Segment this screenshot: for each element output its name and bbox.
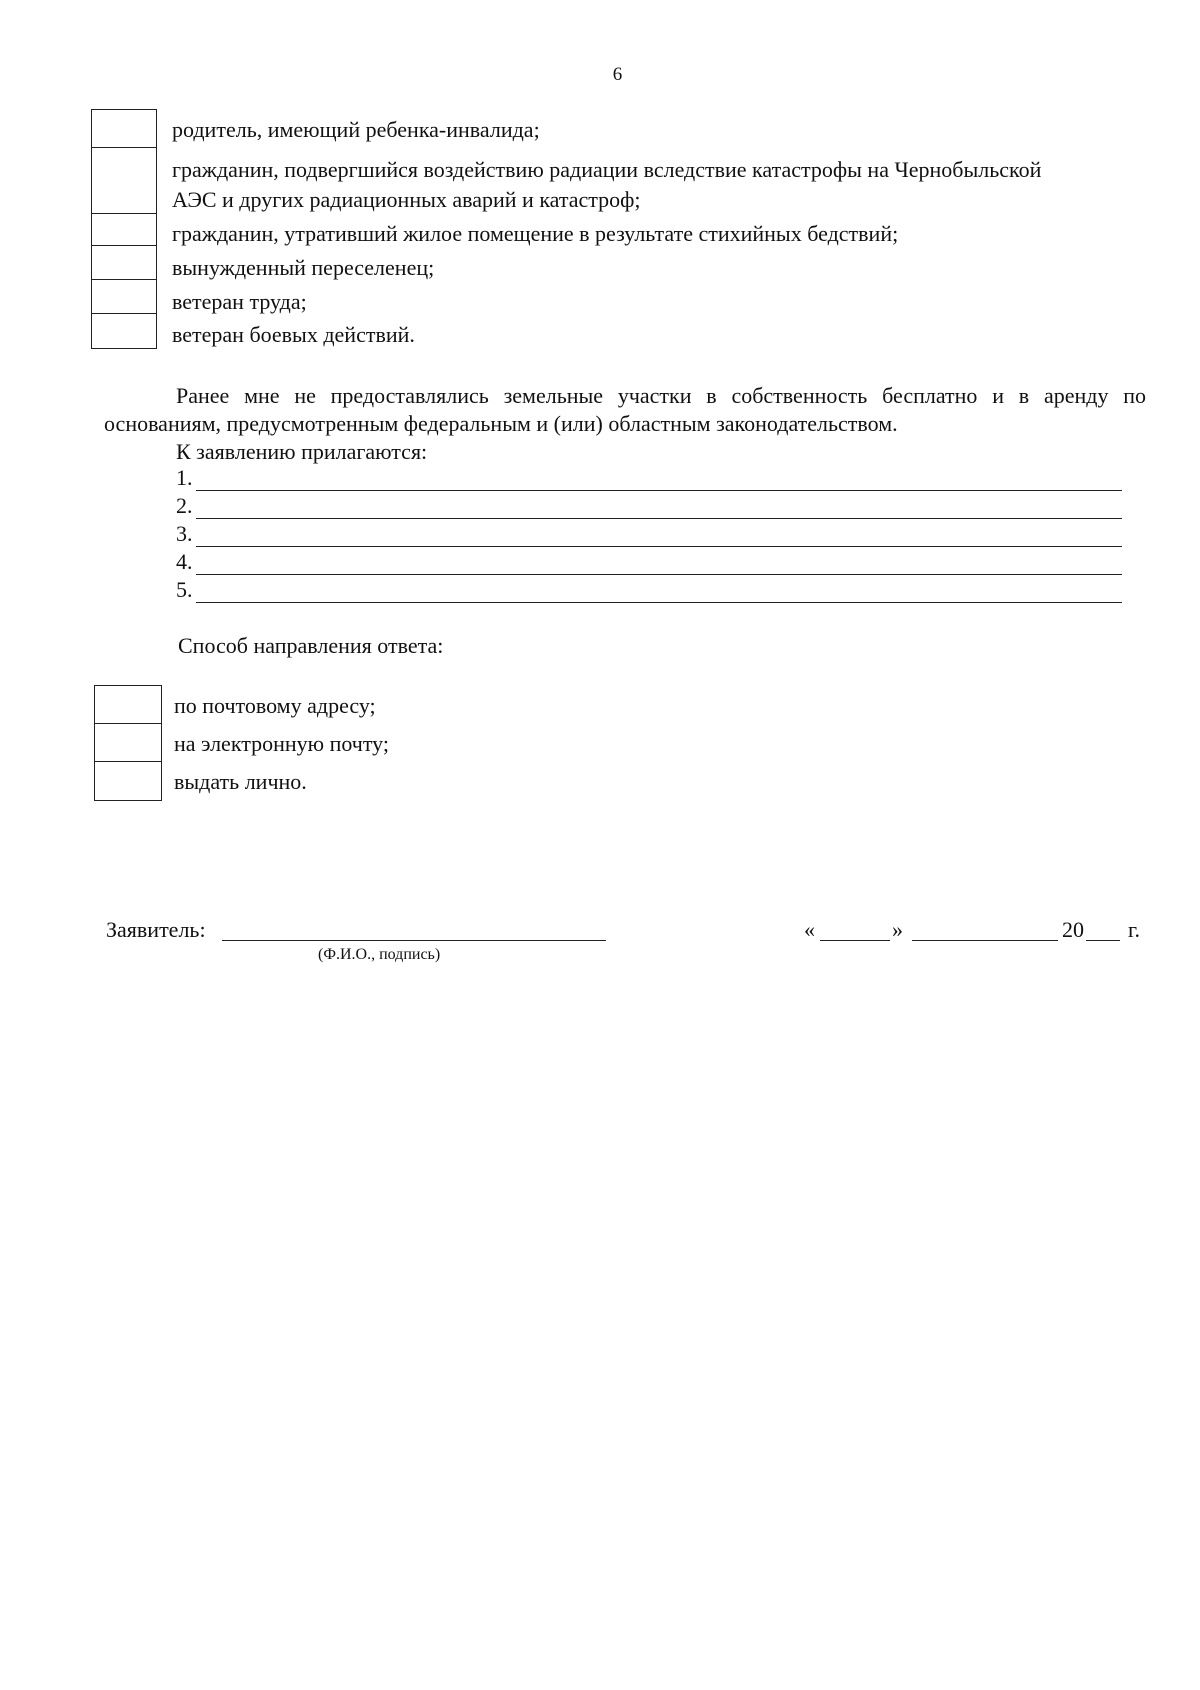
signature-caption: (Ф.И.О., подпись) (318, 946, 441, 963)
attachment-line-2[interactable] (196, 518, 1122, 519)
category-label: родитель, имеющий ребенка-инвалида; (172, 117, 540, 142)
page-number: 6 (612, 64, 623, 85)
attachment-line-4[interactable] (196, 574, 1122, 575)
response-option-label: выдать лично. (174, 769, 307, 794)
checkbox-combat-veteran[interactable] (92, 314, 156, 348)
attachments-heading: К заявлению прилагаются: (176, 439, 428, 464)
category-label: ветеран труда; (172, 289, 307, 314)
date-open-quote: « (804, 917, 815, 942)
date-year-line[interactable] (1086, 940, 1120, 941)
category-label: гражданин, подвергшийся воздействию радиации вследствие катастрофы на Чернобыльской (172, 157, 1042, 182)
year-suffix: г. (1128, 917, 1141, 942)
response-option-label: на электронную почту; (174, 731, 390, 756)
attachment-number: 2. (176, 493, 193, 518)
applicant-label: Заявитель: (106, 917, 206, 942)
category-checkbox-grid (91, 109, 157, 349)
response-checkbox-grid (94, 685, 162, 801)
statement-line-2: основаниям, предусмотренным федеральным и (или) областным законодательством. (104, 411, 898, 436)
category-label: АЭС и других радиационных аварий и катастроф; (172, 187, 641, 212)
checkbox-forced-migrant[interactable] (92, 246, 156, 280)
response-option-label: по почтовому адресу; (174, 693, 376, 718)
applicant-signature-line[interactable] (222, 940, 606, 941)
response-heading: Способ направления ответа: (178, 633, 444, 658)
attachment-line-3[interactable] (196, 546, 1122, 547)
attachment-number: 1. (176, 465, 193, 490)
checkbox-radiation-victim[interactable] (92, 148, 156, 214)
attachment-line-1[interactable] (196, 490, 1122, 491)
checkbox-lost-housing[interactable] (92, 214, 156, 246)
date-month-line[interactable] (912, 940, 1058, 941)
statement-line-1: Ранее мне не предоставлялись земельные участки в собственность бесплатно и в аренду по (176, 383, 1146, 408)
checkbox-in-person[interactable] (95, 762, 161, 800)
category-label: ветеран боевых действий. (172, 322, 415, 347)
attachment-line-5[interactable] (196, 602, 1122, 603)
checkbox-by-email[interactable] (95, 724, 161, 762)
category-label: вынужденный переселенец; (172, 255, 435, 280)
date-day-line[interactable] (820, 940, 890, 941)
year-prefix: 20 (1062, 917, 1084, 942)
checkbox-labor-veteran[interactable] (92, 280, 156, 314)
checkbox-parent-disabled-child[interactable] (92, 110, 156, 148)
checkbox-by-post[interactable] (95, 686, 161, 724)
date-close-quote: » (892, 917, 903, 942)
attachment-number: 3. (176, 521, 193, 546)
attachment-number: 4. (176, 549, 193, 574)
attachment-number: 5. (176, 577, 193, 602)
category-label: гражданин, утративший жилое помещение в результате стихийных бедствий; (172, 221, 899, 246)
